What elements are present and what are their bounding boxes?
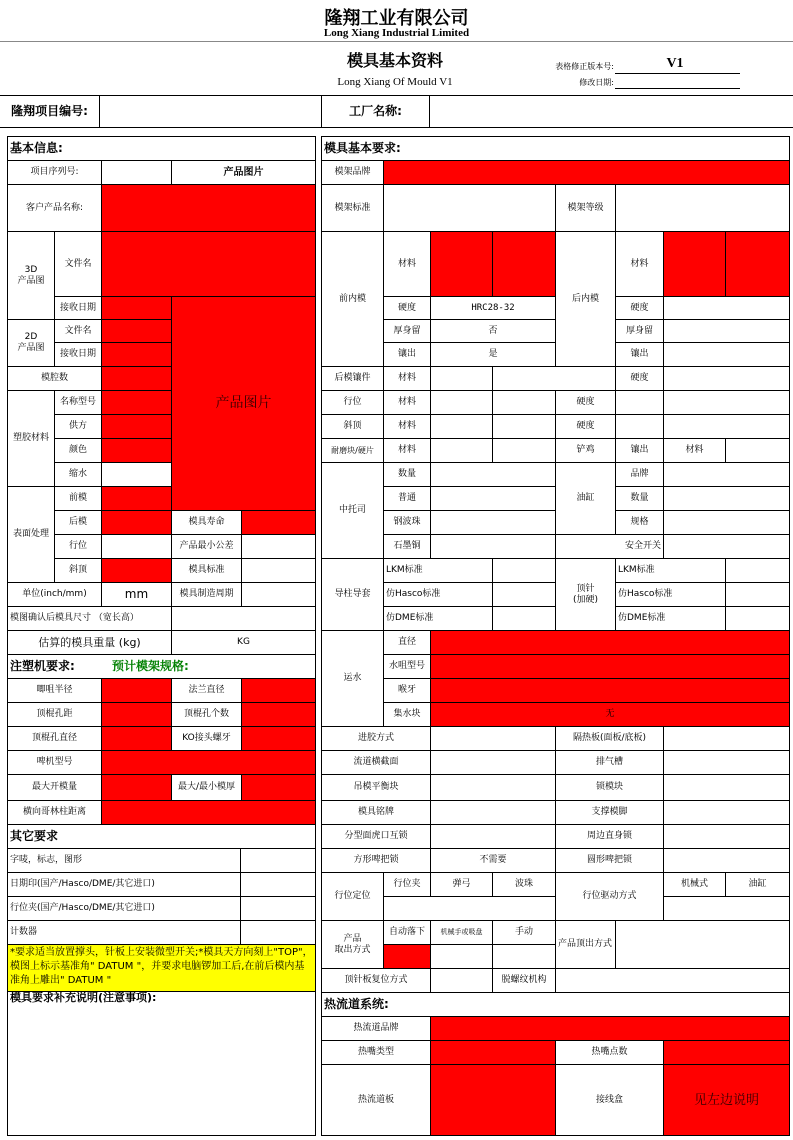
wear-plate-material-1[interactable] [431,439,493,463]
ejector-dia-field[interactable] [102,727,172,751]
surface-treatment-label: 表面处理 [8,487,55,583]
cad-3d-date-label: 接收日期 [55,297,102,320]
nameplate-label: 模具铭牌 [322,801,431,825]
back-thickness-field[interactable] [664,320,790,343]
surface-back-field[interactable] [102,511,172,535]
slide-clamp-field[interactable] [241,897,316,921]
shrink-label: 缩水 [55,463,102,487]
slide-position-field[interactable] [384,897,556,921]
lifter-material-label: 材料 [384,415,431,439]
front-material-field-2[interactable] [493,232,556,297]
ms-quantity-field[interactable] [431,463,556,487]
tie-bar-label: 横向哥林柱距离 [8,801,102,825]
hot-runner-title: 热流道系统: [322,993,790,1017]
basic-info-title: 基本信息: [8,137,316,161]
lifting-bar-field[interactable] [431,775,556,801]
chicken-label: 铲鸡 [556,439,616,463]
ejection-field[interactable] [616,921,790,969]
machine-title: 注塑机要求: [8,655,102,679]
guide-label: 导柱导套 [322,559,384,631]
date-stamp-label: 日期印(国产/Hasco/DME/其它进口) [8,873,241,897]
nozzle-points-field[interactable] [664,1041,790,1065]
runner-plate-label: 热流道板 [322,1065,431,1136]
hot-runner-brand-label: 热流道品牌 [322,1017,431,1041]
guide-lkm-field[interactable] [493,559,556,583]
robot-field[interactable] [431,945,493,969]
slide-material-2[interactable] [493,391,556,415]
ejector-dia-label: 顶棍孔直径 [8,727,102,751]
oil-cyl-drive-label: 油缸 [726,873,790,897]
ball-label: 波珠 [493,873,556,897]
lifting-bar-label: 吊模平衡块 [322,775,431,801]
pin-lkm-field[interactable] [726,559,790,583]
safety-switch-label: 安全开关 [556,535,664,559]
mold-standard-label: 模具标准 [172,559,242,583]
ejector-reset-label: 顶针板复位方式 [322,969,431,993]
machine-model-field[interactable] [102,751,316,775]
ejection-label: 产品顶出方式 [556,921,616,969]
cad-2d-date-label: 接收日期 [55,343,102,367]
shrink-field[interactable] [102,463,172,487]
slide-label: 行位 [322,391,384,415]
guide-hasco-field[interactable] [493,583,556,607]
insulation-label: 隔热板(面板/底板) [556,727,664,751]
back-parts-label: 后模镶件 [322,367,384,391]
cyl-spec-label: 规格 [616,511,664,535]
frame-brand-field[interactable] [384,161,790,185]
mold-life-label: 模具寿命 [172,511,242,535]
unscrew-label: 脱螺纹机构 [493,969,556,993]
support-pillar-label: 支撑模脚 [556,801,664,825]
customer-product-field[interactable] [102,185,316,232]
middle-support-label: 中托司 [322,463,384,559]
cad-2d-label: 2D 产品图 [8,320,55,367]
nameplate-field[interactable] [431,801,556,825]
engrave-label: 字唛，标志，图形 [8,849,241,873]
gate-label: 进胶方式 [322,727,431,751]
pin-dme-label: 仿DME标准 [616,607,726,631]
lifter-label: 斜顶 [322,415,384,439]
slide-material-1[interactable] [431,391,493,415]
pin-hasco-field[interactable] [726,583,790,607]
cad-3d-date-field[interactable] [102,297,172,320]
product-image-header: 产品图片 [172,161,316,185]
back-hardness-field[interactable] [664,297,790,320]
frame-grade-label: 模架等级 [556,185,616,232]
back-parts-hardness-field[interactable] [664,367,790,391]
cyl-brand-field[interactable] [664,463,790,487]
min-tolerance-label: 产品最小公差 [172,535,242,559]
mold-standard-field[interactable] [242,559,316,583]
slide-material-label: 材料 [384,391,431,415]
ms-ball-field[interactable] [431,511,556,535]
nozzle-type-label: 热嘴类型 [322,1041,431,1065]
weight-unit[interactable]: KG [172,631,316,655]
guide-dme-field[interactable] [493,607,556,631]
back-vent-field[interactable] [664,343,790,367]
nozzle-type-field[interactable] [431,1041,556,1065]
factory-name-field[interactable] [430,96,793,128]
vent-slot-field[interactable] [664,751,790,775]
water-thread-field[interactable] [431,679,790,703]
pin-hasco-label: 仿Hasco标准 [616,583,726,607]
slide-clip-label: 行位夹 [384,873,431,897]
front-hardness-label: 硬度 [384,297,431,320]
customer-product-label: 客户产品名称: [8,185,102,232]
water-diameter-field[interactable] [431,631,790,655]
ejector-pitch-field[interactable] [102,703,172,727]
frame-standard-label: 模架标准 [322,185,384,232]
manual-label: 手动 [493,921,556,945]
manifold-label: 集水块 [384,703,431,727]
ejector-reset-field[interactable] [431,969,493,993]
mold-height-label: 最大/最小模厚 [172,775,242,801]
cad-3d-label: 3D 产品图 [8,232,55,320]
plastic-model-field[interactable] [102,391,172,415]
cad-2d-filename-label: 文件名 [55,320,102,343]
counter-label: 计数器 [8,921,241,945]
front-thickness-label: 厚身留 [384,320,431,343]
surface-front-field[interactable] [102,487,172,511]
runner-plate-field[interactable] [431,1065,556,1136]
chicken-material-field[interactable] [726,439,790,463]
cyl-spec-field[interactable] [664,511,790,535]
front-hardness-value[interactable]: HRC28-32 [431,297,556,320]
cyl-quantity-field[interactable] [664,487,790,511]
guide-lkm-label: LKM标准 [384,559,493,583]
ms-graphite-label: 石墨铜 [384,535,431,559]
back-parts-material-1[interactable] [431,367,493,391]
water-diameter-label: 直径 [384,631,431,655]
frame-standard-field[interactable] [384,185,556,232]
surface-lifter-field[interactable] [102,559,172,583]
insulation-field[interactable] [664,727,790,751]
max-open-field[interactable] [102,775,172,801]
front-material-field-1[interactable] [431,232,493,297]
surface-lifter-label: 斜顶 [55,559,102,583]
min-tolerance-field[interactable] [242,535,316,559]
back-parts-hardness-label: 硬度 [616,367,664,391]
cad-2d-filename-field[interactable] [102,320,172,343]
water-label: 运水 [322,631,384,727]
cavity-count-field[interactable] [102,367,172,391]
vent-slot-label: 排气槽 [556,751,664,775]
back-vent-label: 镶出 [616,343,664,367]
mechanical-label: 机械式 [664,873,726,897]
slide-hardness-label: 硬度 [556,391,616,415]
ejector-holes-field[interactable] [242,703,316,727]
plastic-material-label: 塑胶材料 [8,391,55,487]
back-parts-material-2[interactable] [493,367,616,391]
mold-title: 模具基本要求: [322,137,790,161]
nozzle-points-label: 热嘴点数 [556,1041,664,1065]
cavity-count-label: 模腔数 [8,367,102,391]
slide-extra [664,391,790,415]
slide-hardness-field[interactable] [616,391,664,415]
mold-lock-field[interactable] [664,775,790,801]
weight-label: 估算的模具重量 (kg) [8,631,172,655]
front-vent-value[interactable]: 是 [431,343,556,367]
water-thread-label: 喉牙 [384,679,431,703]
serial-label: 项目序列号: [8,161,102,185]
round-lock-field[interactable] [664,849,790,873]
runner-label: 流道横截面 [322,751,431,775]
auto-drop-label: 自动落下 [384,921,431,945]
basic-info-panel [7,136,316,1136]
surface-slide-field[interactable] [102,535,172,559]
unit-label: 单位(inch/mm) [8,583,102,607]
company-name-en: Long Xiang Industrial Limited [323,27,470,39]
parting-lock-field[interactable] [431,825,556,849]
lifter-material-1[interactable] [431,415,493,439]
plastic-supplier-field[interactable] [102,415,172,439]
ms-quantity-label: 数量 [384,463,431,487]
front-thickness-value[interactable]: 否 [431,320,556,343]
slide-clamp-label: 行位夹(国产/Hasco/DME/其它进口) [8,897,241,921]
lifter-extra [664,415,790,439]
frame-spec-label: 预计模架规格: [102,655,316,679]
flange-dia-field[interactable] [242,679,316,703]
water-nozzle-field[interactable] [431,655,790,679]
wear-plate-material-2[interactable] [493,439,556,463]
plastic-color-label: 颜色 [55,439,102,463]
side-lock-field[interactable] [664,825,790,849]
company-name-cn: 隆翔工业有限公司 [324,8,469,29]
slide-drive-label: 行位驱动方式 [556,873,664,921]
remarks-area[interactable] [8,1012,316,1136]
auto-drop-field[interactable] [384,945,431,969]
back-thickness-label: 厚身留 [616,320,664,343]
ms-normal-field[interactable] [431,487,556,511]
lead-time-label: 模具制造周期 [172,583,242,607]
lead-time-field[interactable] [242,583,316,607]
manual-field[interactable] [493,945,556,969]
front-insert-label: 前内模 [322,232,384,367]
project-no-field[interactable] [100,96,322,128]
gate-field[interactable] [431,727,556,751]
remarks-title: 模具要求补充说明(注意事项): [8,992,316,1012]
other-title: 其它要求 [8,825,316,849]
ms-normal-label: 普通 [384,487,431,511]
tie-bar-field[interactable] [102,801,316,825]
ejector-pitch-label: 顶棍孔距 [8,703,102,727]
junction-box-value[interactable]: 见左边说明 [664,1065,790,1136]
max-open-label: 最大开模量 [8,775,102,801]
chicken-material-label: 材料 [664,439,726,463]
cad-3d-filename-label: 文件名 [55,232,102,297]
back-insert-label: 后内模 [556,232,616,367]
guide-hasco-label: 仿Hasco标准 [384,583,493,607]
slide-drive-field[interactable] [664,897,790,921]
wear-plate-label: 耐磨块/硬片 [322,439,384,463]
round-lock-label: 圆形啤把锁 [556,849,664,873]
chicken-vent-label: 镶出 [616,439,664,463]
back-material-label: 材料 [616,232,664,297]
revision-label: 表格修正版本号: [555,62,614,71]
back-material-field-2[interactable] [726,232,790,297]
ko-thread-label: KO接头螺牙 [172,727,242,751]
ejector-pin-label: 顶针 (加硬) [556,559,616,631]
mold-height-field[interactable] [242,775,316,801]
square-lock-label: 方形啤把锁 [322,849,431,873]
side-lock-label: 周边直身锁 [556,825,664,849]
plastic-color-field[interactable] [102,439,172,463]
unit-value[interactable]: mm [102,583,172,607]
parting-lock-label: 分型面虎口互锁 [322,825,431,849]
support-pillar-field[interactable] [664,801,790,825]
hot-runner-brand-field[interactable] [431,1017,790,1041]
doc-title-cn: 模具基本资料 [346,51,443,70]
project-row [0,95,793,128]
factory-name-label: 工厂名称: [322,96,430,128]
back-hardness-label: 硬度 [616,297,664,320]
slide-position-label: 行位定位 [322,873,384,921]
mold-life-field[interactable] [242,511,316,535]
engrave-field[interactable] [241,849,316,873]
ms-graphite-field[interactable] [431,535,556,559]
serial-field[interactable] [102,161,172,185]
back-material-field-1[interactable] [664,232,726,297]
cad-3d-filename-field[interactable] [102,232,316,297]
lifter-hardness-label: 硬度 [556,415,616,439]
pin-lkm-label: LKM标准 [616,559,726,583]
oil-cylinder-label: 油缸 [556,463,616,535]
lifter-material-2[interactable] [493,415,556,439]
manifold-value[interactable]: 无 [431,703,790,727]
surface-front-label: 前模 [55,487,102,511]
cyl-brand-label: 品牌 [616,463,664,487]
nozzle-radius-label: 唧咀半径 [8,679,102,703]
cyl-quantity-label: 数量 [616,487,664,511]
cad-2d-date-field[interactable] [102,343,172,367]
mold-requirements-panel [321,136,790,1136]
machine-model-label: 啤机型号 [8,751,102,775]
removal-label: 产品 取出方式 [322,921,384,969]
surface-back-label: 后模 [55,511,102,535]
doc-title-en: Long Xiang Of Mould V1 [337,76,453,88]
ko-thread-field[interactable] [242,727,316,751]
front-material-label: 材料 [384,232,431,297]
frame-brand-label: 模架品牌 [322,161,384,185]
water-nozzle-label: 水咀型号 [384,655,431,679]
square-lock-value[interactable]: 不需要 [431,849,556,873]
guide-dme-label: 仿DME标准 [384,607,493,631]
lifter-hardness-field[interactable] [616,415,664,439]
pin-dme-field[interactable] [726,607,790,631]
plastic-supplier-label: 供方 [55,415,102,439]
back-parts-material-label: 材料 [384,367,431,391]
date-stamp-field[interactable] [241,873,316,897]
surface-slide-label: 行位 [55,535,102,559]
flange-dia-label: 法兰直径 [172,679,242,703]
notice-text: *要求适当放置撑头，针板上安装微型开关;*模具天方向刻上"TOP"，模图上标示基准角" DATUM "，并要求电脑锣加工后,在前后模内基准角上雕出" DATUM " [8,945,316,992]
junction-box-label: 接线盒 [556,1065,664,1136]
nozzle-radius-field[interactable] [102,679,172,703]
spring-label: 弹弓 [431,873,493,897]
revision-value: V1 [666,56,684,71]
revision-date-label: 修改日期: [579,78,614,87]
ms-ball-label: 钢波珠 [384,511,431,535]
mold-size-field[interactable] [172,607,316,631]
mold-lock-label: 锁模块 [556,775,664,801]
frame-grade-field[interactable] [616,185,790,232]
ejector-holes-label: 顶棍孔个数 [172,703,242,727]
wear-plate-material-label: 材料 [384,439,431,463]
mold-size-label: 模图确认后模具尺寸 （宽长高） [8,607,172,631]
plastic-model-label: 名称型号 [55,391,102,415]
unscrew-field[interactable] [556,969,790,993]
runner-field[interactable] [431,751,556,775]
robot-label: 机械手或吸盘 [431,921,493,945]
project-no-label: 隆翔项目编号: [0,96,100,128]
counter-field[interactable] [241,921,316,945]
front-vent-label: 镶出 [384,343,431,367]
safety-switch-field[interactable] [664,535,790,559]
product-image-area[interactable]: 产品图片 [172,297,316,511]
